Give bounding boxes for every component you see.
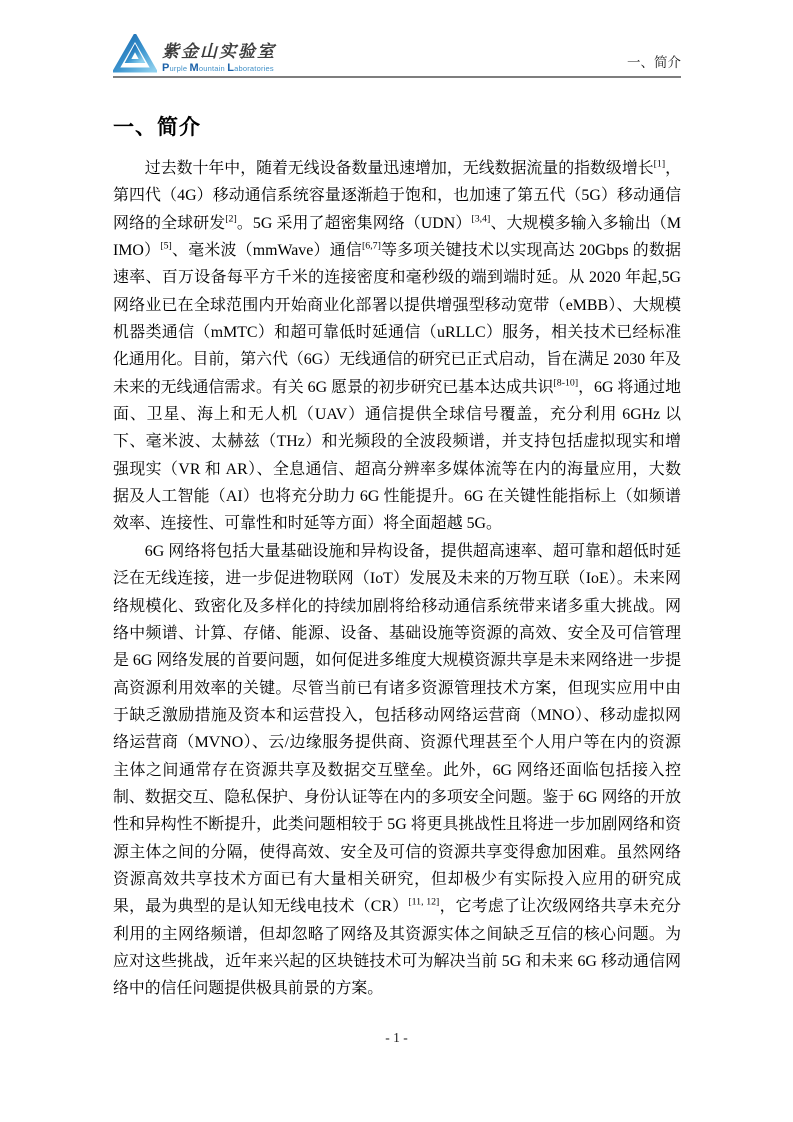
paragraph-text: 、毫米波（mmWave）通信 xyxy=(171,242,362,260)
nested-triangle-logo-icon xyxy=(113,34,157,74)
logo-english-name: Purple Mountain Laboratories xyxy=(162,62,274,74)
paragraph-text: 6G 网络将包括大量基础设施和异构设备，提供超高速率、超可靠和超低时延泛在无线连接，进一步促进物联网（IoT）发展及未来的万物互联（IoE）。未来网络规模化、致密化及多样化的持续加剧将给移动通信系统带来诸多重大挑战。网络中频谱、计算、存储、能源、设备、基础设施等资源的高效、安全及可信管理是 6G 网络发展的首要问题，如何促进多维度大规模资源共享是未来网络进一步提高资源利用效率的关键。尽管当前已有诸多资源管理技术方案，但现实应用中由于缺乏激励措施及资本和运营投入，包括移动网络运营商（MNO）、移动虚拟网络运营商（MVNO）、云/边缘服务提供商、资源代理甚至个人用户等在内的资源主体之间通常存在资源共享及数据交互壁垒。此外，6G 网络还面临包括接入控制、数据交互、隐私保护、身份认证等在内的多项安全问题。鉴于 6G 网络的开放性和异构性不断提升，此类问题相较于 5G 将更具挑战性且将进一步加剧网络和资源主体之间的分隔，使得高效、安全及可信的资源共享变得愈加困难。虽然网络资源高效共享技术方面已有大量相关研究，但却极少有实际投入应用的研究成果，最为典型的是认知无线电技术（CR） xyxy=(113,542,681,916)
logo-text-block xyxy=(162,44,276,74)
paragraph xyxy=(113,538,681,1003)
paragraph-text: 等多项关键技术以实现高达 20Gbps 的数据速率、百万设备每平方千米的连接密度和毫秒级的端到端时延。从 2020 年起,5G 网络业已在全球范围内开始商业化部署以提供增强型移动宽带（eMBB）、大规模机器类通信（mMTC）和超可靠低时延通信（uRLLC）服务，相关技术已经标准化通用化。目前，第六代（6G）无线通信的研究已正式启动，旨在满足 2030 年及未来的无线通信需求。有关 6G 愿景的初步研究已基本达成共识 xyxy=(113,242,681,396)
paragraph xyxy=(113,155,681,538)
paragraph-text: 、大规模多输入多输出（MIMO） xyxy=(113,214,681,260)
citation-ref: [6,7] xyxy=(362,240,381,252)
citation-ref: [5] xyxy=(160,240,172,252)
logo-chinese-name: 紫金山实验室 xyxy=(162,42,276,62)
page-number: - 1 - xyxy=(385,1030,408,1045)
citation-ref: [8-10] xyxy=(553,377,579,389)
logo-english-initial: M xyxy=(189,62,199,74)
section-title: 一、简介 xyxy=(113,116,201,139)
citation-ref: [11, 12] xyxy=(408,896,440,908)
page-header xyxy=(113,28,681,78)
logo-english-initial: L xyxy=(227,62,235,74)
header-section-label: 一、简介 xyxy=(627,55,681,70)
document-body xyxy=(113,155,681,1003)
pml-logo xyxy=(113,34,276,74)
logo-english-initial: P xyxy=(162,62,170,74)
citation-ref: [2] xyxy=(225,213,237,225)
paragraph-text: 过去数十年中，随着无线设备数量迅速增加，无线数据流量的指数级增长 xyxy=(144,160,654,177)
paragraph-text: ，第四代（4G）移动通信系统容量逐渐趋于饱和，也加速了第五代（5G）移动通信网络的全球研发 xyxy=(113,160,682,232)
paragraph-text: ，它考虑了让次级网络共享未充分利用的主网络频谱，但却忽略了网络及其资源实体之间缺乏互信的核心问题。为应对这些挑战，近年来兴起的区块链技术可为解决当前 5G 和未来 6G 移动通信网络中的信任问题提供极具前景的方案。 xyxy=(113,898,682,998)
paragraph-text: 。5G 采用了超密集网络（UDN） xyxy=(236,214,472,232)
citation-ref: [3,4] xyxy=(471,213,491,225)
page-footer xyxy=(0,1030,793,1046)
paragraph-text: ，6G 将通过地面、卫星、海上和无人机（UAV）通信提供全球信号覆盖，充分利用 6GHz 以下、毫米波、太赫兹（THz）和光频段的全波段频谱，并支持包括虚拟现实和增强现实（VR 和 AR）、全息通信、超高分辨率多媒体流等在内的海量应用，大数据及人工智能（AI）也将充分助力 6G 性能提升。6G 在关键性能指标上（如频谱效率、连接性、可靠性和时延等方面）将全面超越 5G。 xyxy=(113,378,681,533)
citation-ref: [1] xyxy=(653,158,666,170)
